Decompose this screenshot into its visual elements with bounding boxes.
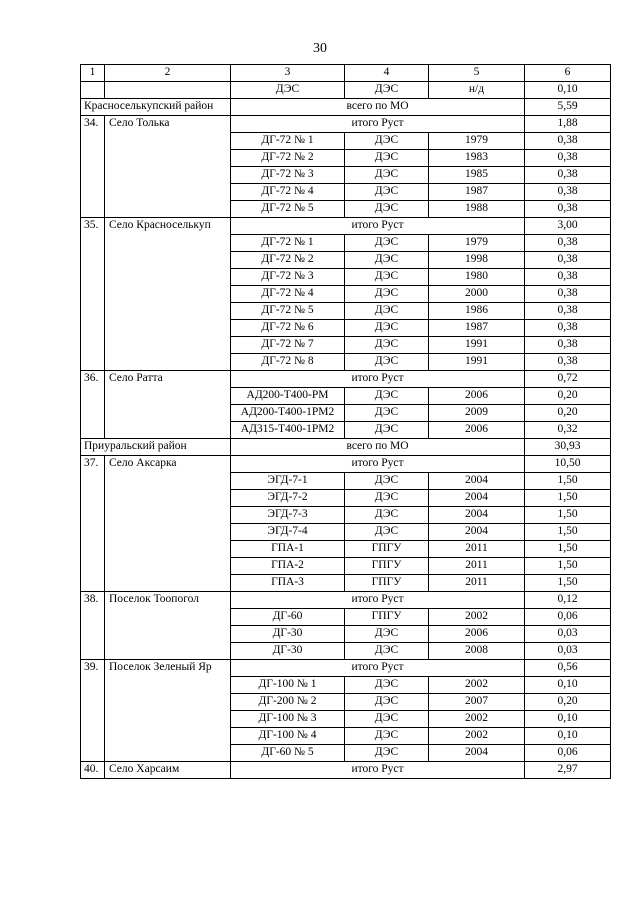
unit-power: 1,50 <box>525 473 611 490</box>
unit-type: ДЭС <box>345 507 429 524</box>
unit-year: 1985 <box>429 167 525 184</box>
unit-model: ДГ-72 № 6 <box>231 320 345 337</box>
settlement-row <box>81 762 611 779</box>
unit-type: ДЭС <box>345 694 429 711</box>
unit-power: 1,50 <box>525 524 611 541</box>
unit-model: ДГ-60 № 5 <box>231 745 345 762</box>
unit-model: ДГ-72 № 5 <box>231 201 345 218</box>
unit-power: 0,38 <box>525 235 611 252</box>
unit-power: 0,06 <box>525 609 611 626</box>
unit-year: 2007 <box>429 694 525 711</box>
settlement-number: 34. <box>81 116 105 218</box>
unit-year: 2011 <box>429 575 525 592</box>
unit-type: ДЭС <box>345 252 429 269</box>
unit-type: ДЭС <box>345 388 429 405</box>
unit-power: 0,03 <box>525 643 611 660</box>
district-row <box>81 99 611 116</box>
settlement-row <box>81 116 611 133</box>
header-cell: 6 <box>525 65 611 82</box>
unit-year: 2004 <box>429 490 525 507</box>
unit-type: ГПГУ <box>345 575 429 592</box>
unit-year: 2002 <box>429 609 525 626</box>
unit-power: 0,10 <box>525 677 611 694</box>
unit-model: ДГ-72 № 8 <box>231 354 345 371</box>
generation-table <box>80 64 611 779</box>
unit-model: ДГ-72 № 1 <box>231 235 345 252</box>
unit-year: 2006 <box>429 422 525 439</box>
unit-type: ДЭС <box>345 201 429 218</box>
district-total-label: всего по МО <box>231 439 525 456</box>
unit-model: ДГ-72 № 4 <box>231 286 345 303</box>
unit-power: 0,38 <box>525 337 611 354</box>
district-total-value: 5,59 <box>525 99 611 116</box>
unit-model: ДГ-100 № 1 <box>231 677 345 694</box>
unit-type: ДЭС <box>345 133 429 150</box>
settlement-row <box>81 592 611 609</box>
unit-power: 0,32 <box>525 422 611 439</box>
unit-power: 0,10 <box>525 82 611 99</box>
unit-power: 1,50 <box>525 507 611 524</box>
unit-model: ДГ-100 № 4 <box>231 728 345 745</box>
unit-power: 0,38 <box>525 167 611 184</box>
unit-type: ДЭС <box>345 490 429 507</box>
settlement-number: 38. <box>81 592 105 660</box>
district-name: Приуральский район <box>81 439 231 456</box>
settlement-row <box>81 371 611 388</box>
unit-type: ДЭС <box>345 269 429 286</box>
settlement-name: Село Красноселькуп <box>105 218 231 371</box>
unit-model: АД200-Т400-1РМ2 <box>231 405 345 422</box>
unit-power: 0,38 <box>525 252 611 269</box>
unit-year: 1987 <box>429 320 525 337</box>
unit-model: ДГ-72 № 4 <box>231 184 345 201</box>
unit-model: ЭГД-7-1 <box>231 473 345 490</box>
unit-model: ДГ-72 № 2 <box>231 150 345 167</box>
header-cell: 1 <box>81 65 105 82</box>
header-cell: 3 <box>231 65 345 82</box>
unit-type: ДЭС <box>345 524 429 541</box>
unit-year: 1998 <box>429 252 525 269</box>
unit-type: ДЭС <box>345 354 429 371</box>
unit-model: ДГ-30 <box>231 643 345 660</box>
unit-power: 0,38 <box>525 201 611 218</box>
unit-power: 0,38 <box>525 269 611 286</box>
settlement-row <box>81 660 611 677</box>
unit-year: 2011 <box>429 558 525 575</box>
unit-model: ЭГД-7-4 <box>231 524 345 541</box>
unit-model: ГПА-1 <box>231 541 345 558</box>
settlement-total-label: итого Руст <box>231 456 525 473</box>
settlement-name: Село Ратта <box>105 371 231 439</box>
unit-year: 2009 <box>429 405 525 422</box>
unit-year: 2004 <box>429 507 525 524</box>
unit-model: ДЭС <box>231 82 345 99</box>
unit-power: 0,10 <box>525 711 611 728</box>
unit-power: 0,38 <box>525 150 611 167</box>
unit-power: 0,38 <box>525 286 611 303</box>
unit-type: ДЭС <box>345 337 429 354</box>
settlement-number: 39. <box>81 660 105 762</box>
unit-type: ДЭС <box>345 728 429 745</box>
unit-power: 0,38 <box>525 133 611 150</box>
continued-unit-row <box>81 82 611 99</box>
unit-type: ГПГУ <box>345 609 429 626</box>
unit-year: 2011 <box>429 541 525 558</box>
unit-power: 1,50 <box>525 541 611 558</box>
settlement-total-value: 2,97 <box>525 762 611 779</box>
unit-type: ДЭС <box>345 82 429 99</box>
unit-model: АД200-Т400-РМ <box>231 388 345 405</box>
empty-cell <box>81 82 105 99</box>
unit-type: ДЭС <box>345 422 429 439</box>
unit-model: ДГ-72 № 7 <box>231 337 345 354</box>
unit-type: ДЭС <box>345 235 429 252</box>
settlement-row <box>81 218 611 235</box>
district-row <box>81 439 611 456</box>
district-total-value: 30,93 <box>525 439 611 456</box>
unit-type: ДЭС <box>345 320 429 337</box>
unit-type: ДЭС <box>345 303 429 320</box>
unit-model: ДГ-60 <box>231 609 345 626</box>
settlement-number: 40. <box>81 762 105 779</box>
settlement-number: 36. <box>81 371 105 439</box>
unit-year: 2004 <box>429 473 525 490</box>
unit-model: ДГ-100 № 3 <box>231 711 345 728</box>
unit-year: 1991 <box>429 354 525 371</box>
unit-year: 1986 <box>429 303 525 320</box>
unit-year: 2004 <box>429 524 525 541</box>
header-cell: 4 <box>345 65 429 82</box>
unit-model: ДГ-72 № 3 <box>231 167 345 184</box>
unit-year: 1987 <box>429 184 525 201</box>
unit-model: ГПА-3 <box>231 575 345 592</box>
district-total-label: всего по МО <box>231 99 525 116</box>
unit-type: ДЭС <box>345 150 429 167</box>
settlement-total-label: итого Руст <box>231 218 525 235</box>
settlement-name: Село Аксарка <box>105 456 231 592</box>
unit-type: ДЭС <box>345 711 429 728</box>
unit-model: ГПА-2 <box>231 558 345 575</box>
settlement-number: 37. <box>81 456 105 592</box>
unit-type: ДЭС <box>345 405 429 422</box>
unit-type: ДЭС <box>345 473 429 490</box>
unit-model: АД315-Т400-1РМ2 <box>231 422 345 439</box>
unit-year: 2002 <box>429 728 525 745</box>
unit-power: 0,38 <box>525 320 611 337</box>
unit-power: 0,20 <box>525 388 611 405</box>
settlement-total-label: итого Руст <box>231 116 525 133</box>
settlement-total-label: итого Руст <box>231 592 525 609</box>
header-cell: 5 <box>429 65 525 82</box>
unit-power: 0,20 <box>525 405 611 422</box>
unit-type: ГПГУ <box>345 541 429 558</box>
settlement-total-value: 10,50 <box>525 456 611 473</box>
settlement-name: Село Харсаим <box>105 762 231 779</box>
unit-type: ДЭС <box>345 745 429 762</box>
settlement-name: Поселок Тоопогол <box>105 592 231 660</box>
settlement-row <box>81 456 611 473</box>
unit-model: ДГ-72 № 5 <box>231 303 345 320</box>
unit-power: 0,10 <box>525 728 611 745</box>
settlement-total-value: 1,88 <box>525 116 611 133</box>
unit-power: 0,06 <box>525 745 611 762</box>
header-row <box>81 65 611 82</box>
unit-year: 1991 <box>429 337 525 354</box>
unit-model: ЭГД-7-2 <box>231 490 345 507</box>
unit-type: ДЭС <box>345 626 429 643</box>
unit-model: ДГ-72 № 2 <box>231 252 345 269</box>
unit-power: 0,38 <box>525 303 611 320</box>
unit-model: ДГ-72 № 1 <box>231 133 345 150</box>
unit-year: н/д <box>429 82 525 99</box>
unit-year: 1988 <box>429 201 525 218</box>
settlement-name: Поселок Зеленый Яр <box>105 660 231 762</box>
unit-year: 2000 <box>429 286 525 303</box>
unit-year: 2006 <box>429 626 525 643</box>
settlement-total-label: итого Руст <box>231 371 525 388</box>
unit-type: ДЭС <box>345 643 429 660</box>
unit-year: 2008 <box>429 643 525 660</box>
empty-cell <box>105 82 231 99</box>
unit-type: ДЭС <box>345 184 429 201</box>
settlement-total-value: 3,00 <box>525 218 611 235</box>
unit-power: 1,50 <box>525 558 611 575</box>
unit-year: 1979 <box>429 133 525 150</box>
unit-year: 1979 <box>429 235 525 252</box>
unit-power: 0,38 <box>525 184 611 201</box>
unit-year: 1983 <box>429 150 525 167</box>
settlement-total-value: 0,56 <box>525 660 611 677</box>
unit-year: 2004 <box>429 745 525 762</box>
page-number: 30 <box>313 41 327 56</box>
settlement-name: Село Толька <box>105 116 231 218</box>
unit-model: ДГ-30 <box>231 626 345 643</box>
unit-type: ДЭС <box>345 677 429 694</box>
unit-type: ГПГУ <box>345 558 429 575</box>
header-cell: 2 <box>105 65 231 82</box>
settlement-total-label: итого Руст <box>231 660 525 677</box>
unit-year: 2002 <box>429 677 525 694</box>
settlement-total-label: итого Руст <box>231 762 525 779</box>
unit-year: 2002 <box>429 711 525 728</box>
unit-power: 0,38 <box>525 354 611 371</box>
unit-power: 1,50 <box>525 490 611 507</box>
unit-power: 1,50 <box>525 575 611 592</box>
unit-power: 0,20 <box>525 694 611 711</box>
unit-power: 0,03 <box>525 626 611 643</box>
unit-type: ДЭС <box>345 167 429 184</box>
settlement-total-value: 0,12 <box>525 592 611 609</box>
unit-year: 2006 <box>429 388 525 405</box>
unit-model: ДГ-72 № 3 <box>231 269 345 286</box>
unit-model: ЭГД-7-3 <box>231 507 345 524</box>
unit-year: 1980 <box>429 269 525 286</box>
settlement-number: 35. <box>81 218 105 371</box>
district-name: Красноселькупский район <box>81 99 231 116</box>
unit-type: ДЭС <box>345 286 429 303</box>
unit-model: ДГ-200 № 2 <box>231 694 345 711</box>
settlement-total-value: 0,72 <box>525 371 611 388</box>
